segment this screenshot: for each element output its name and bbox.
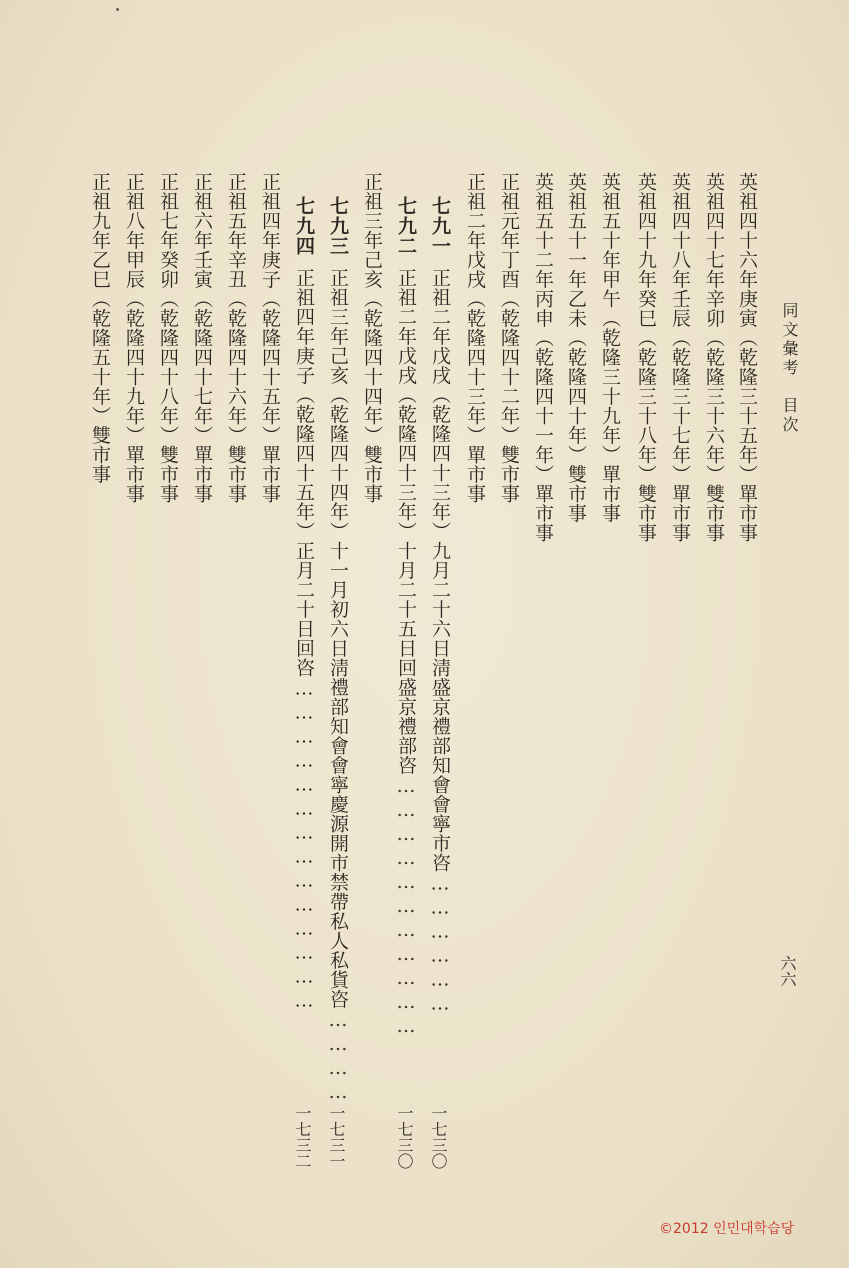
toc-entry: 英祖四十九年癸巳（乾隆三十八年）雙市事 [635, 172, 657, 543]
entry-number: 七九四 [293, 196, 315, 256]
entry-title: 正祖三年己亥（乾隆四十四年）十一月初六日淸禮部知會會寧慶源開市禁帶私人私貨咨 [327, 268, 349, 1009]
entry-page: 一七三〇 [395, 1105, 414, 1169]
toc-entry: 正祖七年癸卯（乾隆四十八年）雙市事 [157, 172, 179, 504]
dot-leader: …………………………… [395, 775, 417, 1039]
entry-page: 一七三〇 [429, 1105, 448, 1169]
toc-entry: 英祖四十六年庚寅（乾隆三十五年）單市事 [736, 172, 758, 543]
toc-entry: 正祖二年戊戌（乾隆四十三年）單市事 [464, 172, 486, 504]
toc-entry: 正祖五年辛丑（乾隆四十六年）雙市事 [225, 172, 247, 504]
dot-leader: ……………… [429, 872, 451, 1017]
toc-entry: 正祖八年甲辰（乾隆四十九年）單市事 [123, 172, 145, 504]
dot-leader: ………… [327, 1009, 349, 1105]
entry-title: 正祖二年戊戌（乾隆四十三年）十月二十五日回盛京禮部咨 [395, 268, 417, 775]
entry-title: 正祖四年庚子（乾隆四十五年）正月二十日回咨 [293, 268, 315, 678]
entry-number: 七九一 [429, 196, 451, 256]
toc-entry: 英祖五十年甲午（乾隆三十九年）單市事 [599, 172, 621, 523]
toc-entry: 英祖四十八年壬辰（乾隆三十七年）單市事 [669, 172, 691, 543]
toc-entry: 正祖三年己亥（乾隆四十四年）雙市事 [361, 172, 383, 504]
entry-page: 一七三一 [327, 1105, 346, 1169]
toc-entry: 正祖元年丁酉（乾隆四十二年）雙市事 [498, 172, 520, 504]
entry-page: 一七三二 [293, 1105, 312, 1169]
entry-title: 正祖二年戊戌（乾隆四十三年）九月二十六日淸盛京禮部知會會寧市咨 [429, 268, 451, 873]
toc-entry-numbered [396, 196, 415, 1039]
dot-leader: …………………………………… [293, 677, 315, 1014]
book-title: 同文彙考 [780, 302, 799, 378]
entry-number: 七九二 [395, 196, 417, 256]
toc-entry: 英祖五十一年乙未（乾隆四十年）雙市事 [565, 172, 587, 523]
entry-number: 七九三 [327, 196, 349, 256]
toc-entry: 正祖九年乙巳（乾隆五十年）雙市事 [89, 172, 111, 484]
page-number: 六六 [778, 955, 797, 987]
toc-entry-numbered [430, 196, 449, 1017]
toc-entry-numbered [328, 196, 347, 1105]
toc-entry: 英祖五十二年丙申（乾隆四十一年）單市事 [532, 172, 554, 543]
copyright-watermark: ©2012 인민대학습당 [659, 1221, 795, 1237]
section-title: 目次 [780, 397, 799, 435]
toc-entry: 正祖六年壬寅（乾隆四十七年）單市事 [191, 172, 213, 504]
toc-entry: 英祖四十七年辛卯（乾隆三十六年）雙市事 [703, 172, 725, 543]
toc-entry: 正祖四年庚子（乾隆四十五年）單市事 [259, 172, 281, 504]
ink-speck [116, 8, 119, 11]
toc-entry-numbered [294, 196, 313, 1014]
running-header [778, 302, 801, 435]
